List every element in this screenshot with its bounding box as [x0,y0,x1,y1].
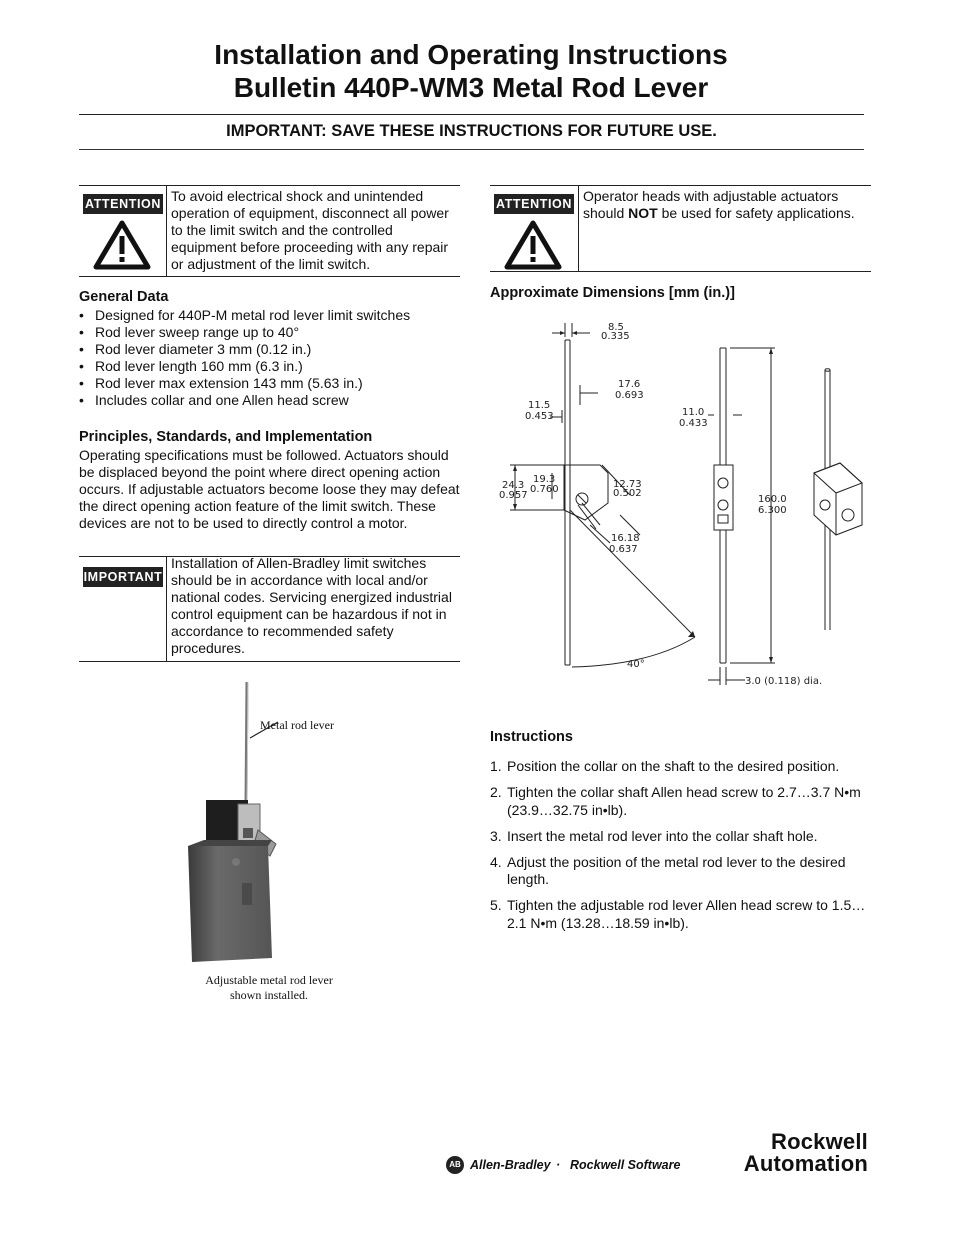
title-rule [79,114,864,115]
warning-triangle-icon [504,220,562,270]
allen-bradley-brand: Allen-Bradley [470,1158,551,1172]
rockwell-software-brand: Rockwell Software [570,1158,681,1172]
warning-triangle-icon [93,220,151,270]
list-item: • Rod lever diameter 3 mm (0.12 in.) [79,341,460,358]
dim-label: 0.502 [613,488,642,499]
attention-notice-safety [490,185,871,272]
instructions-heading: Instructions [490,729,573,745]
dim-label: 24.3 [502,480,525,491]
list-item: 5. Tighten the adjustable rod lever Allen head screw to 1.5…2.1 N•m (13.28…18.59 in•lb). [490,897,866,931]
important-badge-cell [79,557,167,661]
caption-line: shown installed. [230,988,308,1002]
list-item: 1. Position the collar on the shaft to the desired position. [490,758,840,774]
dim-label: 160.0 [758,494,787,505]
list-item: • Designed for 440P-M metal rod lever limit switches [79,307,460,324]
dim-label: 0.453 [525,411,554,422]
dim-label: 12.73 [613,479,642,490]
dim-label: 17.6 [618,379,641,390]
dim-label: 6.300 [758,505,787,516]
dim-label: 0.760 [530,484,559,495]
photo-caption [180,973,358,1003]
brand-separator: · [556,1158,561,1172]
general-data-heading: General Data [79,289,169,305]
dim-label: 0.637 [609,544,638,555]
attention-notice-electrical [79,185,460,277]
limit-switch-photo [180,678,340,968]
principles-heading: Principles, Standards, and Implementation [79,429,373,445]
rockwell-automation-logo: Rockwell Automation [743,1129,868,1176]
list-item: • Includes collar and one Allen head screw [79,392,460,409]
dim-label: 0.433 [679,418,708,429]
dim-label: 8.5 [608,322,624,333]
list-item: • Rod lever sweep range up to 40° [79,324,460,341]
general-data-list [79,307,460,409]
attention-badge: ATTENTION [494,194,574,214]
important-badge: IMPORTANT [83,567,163,587]
dim-label: 19.3 [533,474,556,485]
callout-label: Metal rod lever [260,718,334,732]
principles-text: Operating specifications must be followed. Actuators should be displaced beyond the point where direct opening action occurs. If adjustable actuators become loose they may defeat the direct opening action feature of the limit switch. These devices are not to be used to directly control a motor. [79,447,460,531]
list-item: 4. Adjust the position of the metal rod lever to the desired length. [490,853,846,887]
dim-label: 11.5 [528,400,551,411]
list-item: • Rod lever length 160 mm (6.3 in.) [79,358,460,375]
attention-text: Operator heads with adjustable actuators should NOT be used for safety applications. [583,188,855,221]
dim-label: 3.0 (0.118) dia. [745,676,823,687]
important-text: Installation of Allen-Bradley limit switches should be in accordance with local and/or national codes. Servicing energized industrial control equipment can be hazardous if not in accordance to recommended safety procedures. [171,555,452,656]
dim-label: 0.957 [499,490,528,501]
attention-badge-cell [79,186,167,276]
attention-badge: ATTENTION [83,194,163,214]
list-item: • Rod lever max extension 143 mm (5.63 in.) [79,375,460,392]
dim-label: 0.693 [615,390,644,401]
list-item: 3. Insert the metal rod lever into the collar shaft hole. [490,827,818,844]
list-item: 2. Tighten the collar shaft Allen head screw to 2.7…3.7 N•m (23.9…32.75 in•lb). [490,784,861,818]
dim-label: 0.335 [601,331,630,342]
dim-label: 16.18 [611,533,640,544]
dim-label: 11.0 [682,407,705,418]
dimensions-heading: Approximate Dimensions [mm (in.)] [490,285,735,301]
dimension-drawing [490,315,880,690]
page-subtitle: Bulletin 440P-WM3 Metal Rod Lever [233,72,709,103]
important-notice [79,556,460,662]
save-notice-rule [79,149,864,150]
page-title: Installation and Operating Instructions [214,39,728,70]
attention-text: To avoid electrical shock and unintended operation of equipment, disconnect all power to the limit switch and the controlled equipment before proceeding with any repair or adjustment of the limit switch. [171,188,449,272]
attention-badge-cell [490,186,579,271]
save-notice: IMPORTANT: SAVE THESE INSTRUCTIONS FOR FUTURE USE. [226,122,717,140]
instructions-list [490,758,875,941]
caption-line: Adjustable metal rod lever [205,973,333,987]
dim-label: 40° [627,659,645,670]
allen-bradley-logo-icon: AB [446,1156,464,1174]
